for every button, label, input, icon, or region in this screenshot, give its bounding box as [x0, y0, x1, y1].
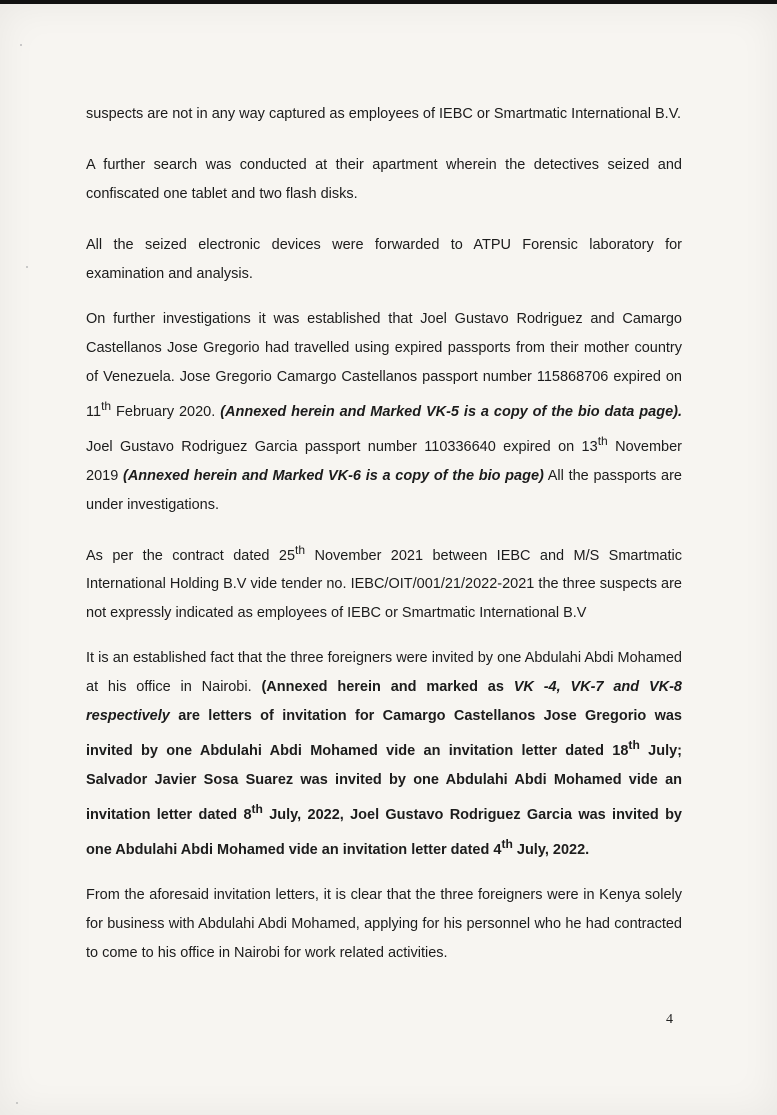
page-number: 4 — [666, 1012, 673, 1027]
speck — [26, 266, 28, 268]
paragraph-3: All the seized electronic devices were forwarded to ATPU Forensic laboratory for examination and analysis. — [86, 237, 682, 282]
document-body — [86, 100, 682, 984]
ordinal-suffix: th — [501, 837, 513, 852]
paragraph-2: A further search was conducted at their apartment wherein the detectives seized and confiscated one tablet and two flash disks. — [86, 157, 682, 202]
text: All the passports are under investigations. — [86, 467, 682, 513]
bold-text: (Annexed herein and marked as — [261, 679, 514, 696]
text: On further investigations it was established that Joel Gustavo Rodriguez and Camargo Castellanos Jose Gregorio had travelled using expired passports from their mother country of Venezuela. Jose Gregorio Camargo Castellanos passport number 115868706 expired on 11 — [86, 311, 682, 420]
annex-reference-vk5: (Annexed herein and Marked VK-5 is a copy of the bio data page). — [220, 403, 682, 420]
bold-text: July, 2022, Joel Gustavo Rodriguez Garcia was invited by one Abdulahi Abdi Mohamed vide an invitation letter dated 4 — [86, 807, 682, 858]
bold-text: July; Salvador Javier Sosa Suarez was invited by one Abdulahi Abdi Mohamed vide an invitation letter dated 8 — [86, 743, 682, 824]
paragraph-5 — [86, 536, 682, 629]
bold-text: July, 2022. — [512, 841, 590, 858]
text: February 2020. — [111, 403, 221, 420]
paragraph-7: From the aforesaid invitation letters, it is clear that the three foreigners were in Kenya solely for business with Abdulahi Abdi Mohamed, applying for his personnel who he had contracted to come to his office in Nairobi for work related activities. — [86, 886, 682, 961]
speck — [16, 1102, 18, 1104]
text: It is an established fact that the three foreigners were invited by one Abdulahi Abdi Mohamed at his office in Nairobi. — [86, 650, 682, 696]
speck — [20, 44, 22, 46]
ordinal-suffix: th — [251, 802, 263, 817]
annex-reference-vk4-vk7-vk8: VK -4, VK-7 and VK-8 respectively — [86, 679, 682, 725]
ordinal-suffix: th — [628, 738, 640, 753]
annex-reference-vk6: (Annexed herein and Marked VK-6 is a copy of the bio page) — [122, 467, 544, 484]
text: Joel Gustavo Rodriguez Garcia passport number 110336640 expired on 13 — [86, 438, 598, 455]
ordinal-suffix: th — [101, 399, 112, 413]
ordinal-suffix: th — [597, 433, 608, 448]
ordinal-suffix: th — [295, 542, 306, 557]
paragraph-6 — [86, 644, 682, 864]
document-page — [0, 4, 777, 1115]
text: November 2019 — [86, 438, 683, 484]
bold-text: are letters of invitation for Camargo Castellanos Jose Gregorio was invited by one Abdulahi Abdi Mohamed vide an invitation letter dated 18 — [86, 708, 682, 760]
paragraph-1: suspects are not in any way captured as employees of IEBC or Smartmatic International B.V. — [86, 106, 682, 122]
text: November 2021 between IEBC and M/S Smartmatic International Holding B.V vide tender no. IEBC/OIT/001/21/2022-2021 the three suspects are not expressly indicated as employees of IEBC or Smartmatic International B.V — [86, 547, 682, 622]
paragraph-4 — [86, 305, 682, 520]
text: As per the contract dated 25 — [86, 547, 296, 564]
